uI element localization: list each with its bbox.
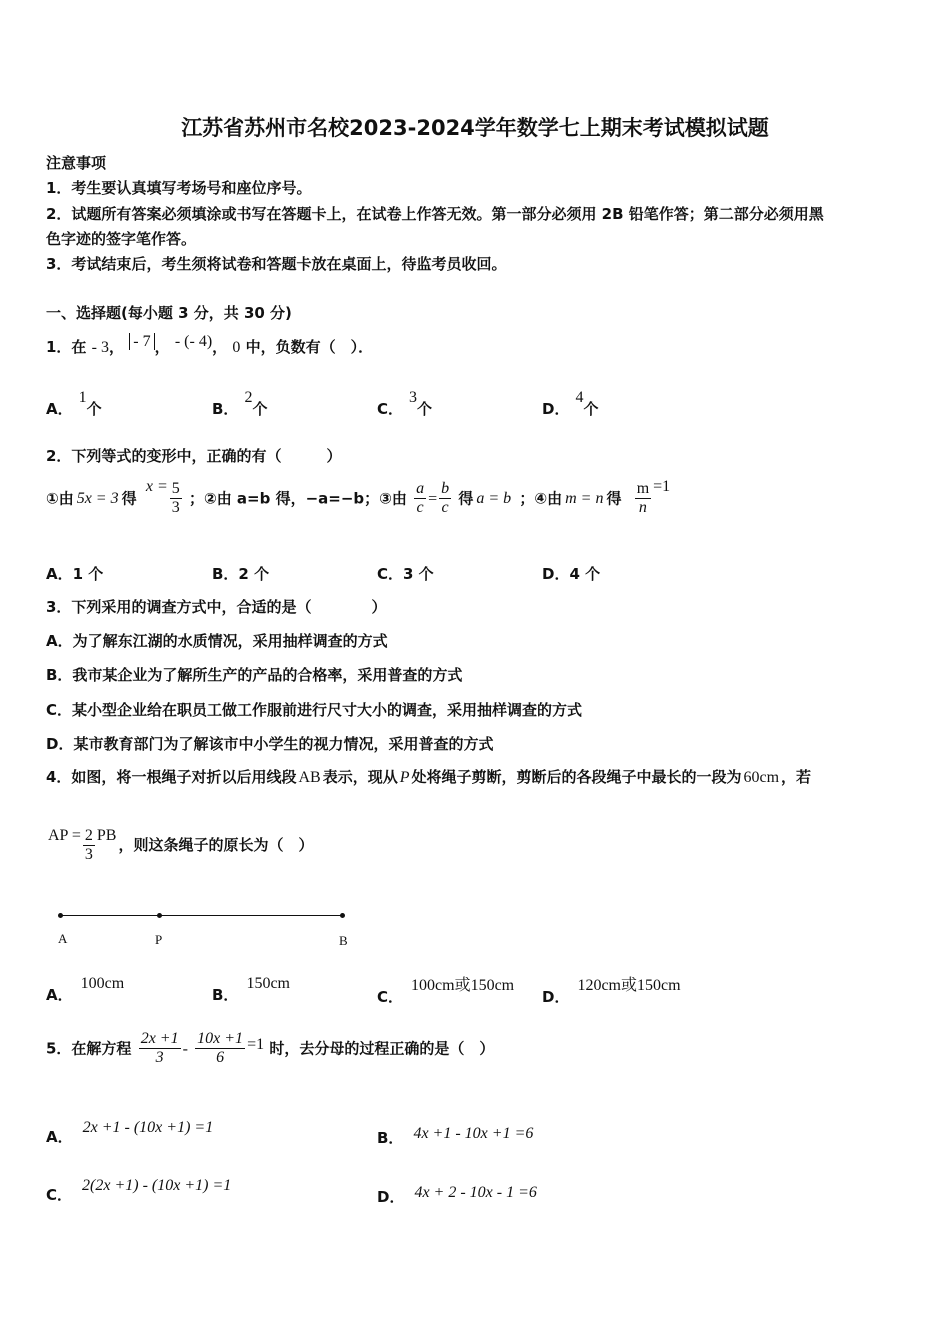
notice-item: 色字迹的签字笔作答。: [46, 230, 197, 248]
question-4: 4．如图，将一根绳子对折以后用线段 AB 表示，现从 P 处将绳子剪断，剪断后的各段绳子中最长的一段为 60cm ，若: [46, 768, 812, 786]
label-a: A: [58, 931, 68, 946]
point-p: [157, 913, 162, 918]
q1-tail: 中，负数有（ ）．: [245, 338, 374, 356]
notice-item: 1．考生要认真填写考场号和座位序号。: [46, 179, 312, 197]
section-heading: 一、选择题(每小题 3 分，共 30 分): [46, 304, 292, 322]
option-a[interactable]: A．1 个: [46, 565, 104, 583]
option-c[interactable]: C．3 个: [377, 565, 434, 583]
option-b[interactable]: B． 4x +1 - 10x +1 =6: [377, 1125, 534, 1147]
question-5: 5．在解方程 $\frac{2x +1}{3}$ - $\frac{10x +1}{6}$ =1 时，去分母的过程正确的是（ ）: [46, 1030, 495, 1067]
point-b: [340, 913, 345, 918]
notice-heading: 注意事项: [46, 154, 107, 172]
option-a[interactable]: A．为了解东江湖的水质情况，采用抽样调查的方式: [46, 632, 388, 650]
option-b[interactable]: B．150cm: [212, 975, 290, 1004]
point-a: [58, 913, 63, 918]
question-3: 3．下列采用的调查方式中，合适的是（ ）: [46, 598, 387, 616]
option-a[interactable]: A．1个: [46, 389, 102, 418]
q1-number-b: - 7: [129, 333, 154, 350]
option-c[interactable]: C．某小型企业给在职员工做工作服前进行尺寸大小的调查，采用抽样调查的方式: [46, 701, 583, 719]
option-d[interactable]: D．某市教育部门为了解该市中小学生的视力情况，采用普查的方式: [46, 735, 494, 753]
segment-ab: [60, 915, 343, 916]
option-d[interactable]: D． 4x + 2 - 10x - 1 =6: [377, 1184, 537, 1206]
q1-number-d: 0: [232, 339, 241, 356]
q1-number-c: - (- 4): [174, 333, 213, 350]
option-d[interactable]: D．4个: [542, 389, 599, 418]
notice-item: 2．试题所有答案必须填涂或书写在答题卡上，在试卷上作答无效。第一部分必须用 2B 铅笔作答；第二部分必须用黑: [46, 205, 824, 223]
q1-number-a: - 3: [91, 339, 109, 356]
option-c[interactable]: C．100cm或150cm: [377, 977, 515, 1006]
option-d[interactable]: D．4 个: [542, 565, 601, 583]
q2-statements: ①由 5x = 3 得 x = $\frac{5}{3}$ ；②由 a=b 得，−a=−b；③由 $\frac{a}{c}$ = $\frac{b}{c}$ 得 a = b ；④由 m = n 得 $\frac{m}{n}$ =1: [46, 478, 671, 517]
q4-condition: AP = $\frac{2}{3}$ PB，则这条绳子的原长为（ ）: [48, 827, 314, 864]
question-1: [46, 333, 374, 357]
option-a[interactable]: A．100cm: [46, 975, 125, 1004]
option-b[interactable]: B．我市某企业为了解所生产的产品的合格率，采用普查的方式: [46, 666, 463, 684]
option-d[interactable]: D．120cm或150cm: [542, 977, 681, 1006]
q1-sep: ，: [154, 338, 170, 356]
option-c[interactable]: C．3个: [377, 389, 433, 418]
option-b[interactable]: B．2 个: [212, 565, 270, 583]
option-a[interactable]: A．2x +1 - (10x +1) =1: [46, 1119, 214, 1146]
option-b[interactable]: B．2个: [212, 389, 268, 418]
notice-item: 3．考试结束后，考生须将试卷和答题卡放在桌面上，待监考员收回。: [46, 255, 507, 273]
q1-sep: ，: [109, 338, 125, 356]
question-2: 2．下列等式的变形中，正确的有（ ）: [46, 447, 342, 465]
option-c[interactable]: C．2(2x +1) - (10x +1) =1: [46, 1177, 232, 1204]
page-title: 江苏省苏州市名校2023-2024学年数学七上期末考试模拟试题: [181, 116, 769, 140]
q1-sep: ，: [212, 338, 228, 356]
label-b: B: [339, 933, 348, 948]
q1-num: 1．在: [46, 338, 87, 356]
label-p: P: [155, 932, 163, 947]
